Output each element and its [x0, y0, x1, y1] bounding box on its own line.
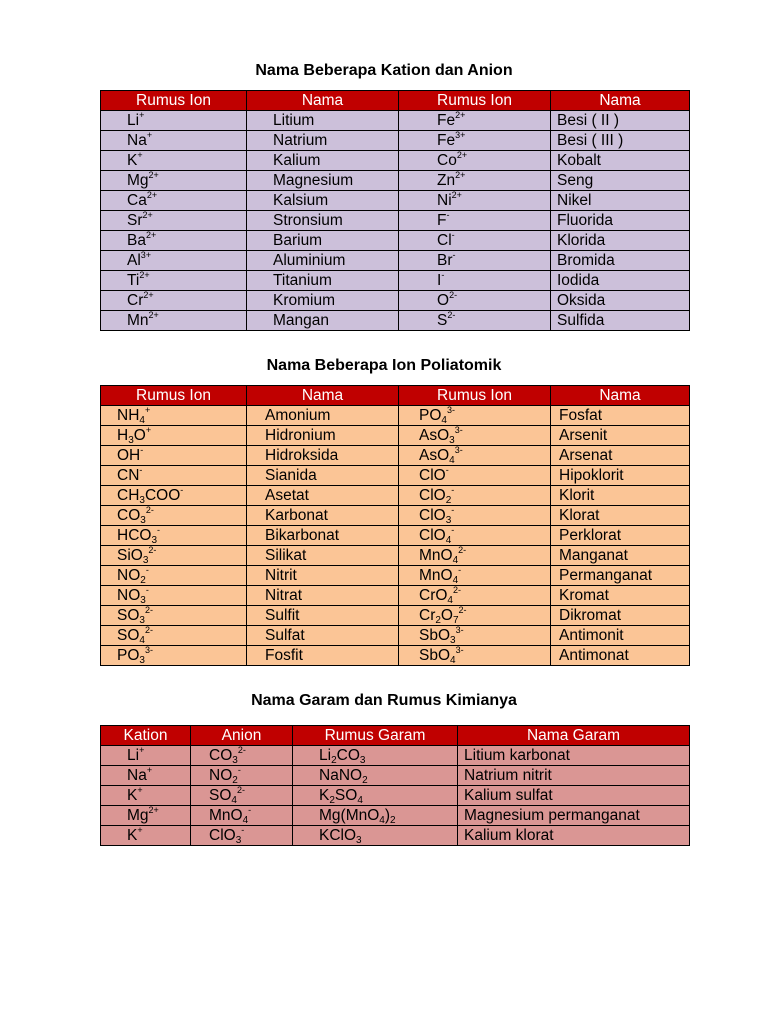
- formula-subscript: 4: [450, 655, 456, 666]
- formula-subscript: 4: [231, 795, 237, 806]
- cation-formula-cell: $Sr^{2+}$: [101, 211, 247, 231]
- ion-name-cell: Klorit: [551, 486, 690, 506]
- formula-charge: 3+: [140, 250, 152, 260]
- anion-name-cell: Oksida: [551, 291, 690, 311]
- anion-formula-cell: Br-: [399, 251, 551, 271]
- ion-formula-cell: SiO$_3^{2-}$: [101, 546, 247, 566]
- anion-name-cell: Fluorida: [551, 211, 690, 231]
- cation-cell: K+: [101, 826, 191, 846]
- formula-subscript: 4: [449, 455, 455, 466]
- formula-charge: 2+: [455, 110, 466, 120]
- formula-subscript: 3: [450, 635, 456, 646]
- formula-charge: 3-: [454, 425, 463, 435]
- cation-formula-cell: K+: [101, 151, 247, 171]
- header-cell: Rumus Garam: [293, 726, 458, 746]
- formula-charge: -: [452, 250, 456, 260]
- ion-name-cell: Klorat: [551, 506, 690, 526]
- cation-cell: $Mg^{2+}$: [101, 806, 191, 826]
- ion-name-cell: Hidroksida: [247, 446, 399, 466]
- polyatomic-ion-rows: [101, 406, 690, 666]
- ion-formula-cell: AsO$_4^{3-}$: [399, 446, 551, 466]
- salt-formula-cell: $Li_2CO_3$: [293, 746, 458, 766]
- table-header-row: [101, 386, 690, 406]
- formula-subscript: 4: [441, 415, 447, 426]
- ion-formula-cell: $CH_3COO^-$: [101, 486, 247, 506]
- formula-charge: 2-: [449, 290, 458, 300]
- salt-formula-rows: [101, 746, 690, 846]
- ion-formula-cell: SbO$_3^{3-}$: [399, 626, 551, 646]
- table-row: [101, 766, 690, 786]
- header-cell: Nama: [551, 386, 690, 406]
- formula-subscript: 4: [139, 635, 145, 646]
- ion-formula-cell: $SO_3^{2-}$: [101, 606, 247, 626]
- table-row: [101, 311, 690, 331]
- cation-name-cell: Barium: [247, 231, 399, 251]
- table-row: [101, 466, 690, 486]
- table-row: [101, 806, 690, 826]
- formula-charge: 2+: [148, 805, 159, 815]
- table-row: [101, 251, 690, 271]
- formula-charge: -: [451, 230, 455, 240]
- formula-charge: +: [137, 150, 143, 160]
- formula-subscript: 4: [452, 555, 459, 566]
- ion-formula-cell: SbO$_4^{3-}$: [399, 646, 551, 666]
- formula-charge: 3-: [455, 625, 464, 635]
- anion-formula-cell: $Zn^{2+}$: [399, 171, 551, 191]
- anion-name-cell: Nikel: [551, 191, 690, 211]
- ion-name-cell: Kromat: [551, 586, 690, 606]
- ion-name-cell: Arsenat: [551, 446, 690, 466]
- ion-name-cell: Sianida: [247, 466, 399, 486]
- formula-subscript: 3: [449, 435, 455, 446]
- cation-formula-cell: $Ca^{2+}$: [101, 191, 247, 211]
- formula-charge: +: [139, 745, 145, 755]
- ion-name-cell: Hidronium: [247, 426, 399, 446]
- anion-cell: MnO$_4$-: [191, 806, 293, 826]
- cation-formula-cell: $Al^{3+}$: [101, 251, 247, 271]
- formula-charge: 2+: [455, 170, 466, 180]
- formula-charge: 2-: [144, 605, 153, 615]
- formula-charge: 2-: [458, 605, 467, 615]
- formula-charge: +: [144, 405, 151, 415]
- cation-name-cell: Aluminium: [247, 251, 399, 271]
- salt-formula-cell: KClO$_3$: [293, 826, 458, 846]
- ion-name-cell: Hipoklorit: [551, 466, 690, 486]
- ion-name-cell: Permanganat: [551, 566, 690, 586]
- ion-formula-cell: $NO_2^-$: [101, 566, 247, 586]
- ion-name-cell: Sulfat: [247, 626, 399, 646]
- formula-charge: +: [146, 765, 153, 775]
- formula-subscript: 4: [242, 815, 249, 826]
- formula-charge: 2+: [148, 170, 159, 180]
- formula-subscript: 3: [232, 755, 238, 766]
- cation-anion-rows: [101, 111, 690, 331]
- ion-formula-cell: $H_3O^+$: [101, 426, 247, 446]
- header-cell: Nama: [551, 91, 690, 111]
- formula-subscript: 2: [232, 775, 238, 786]
- table-row: [101, 506, 690, 526]
- anion-formula-cell: F-: [399, 211, 551, 231]
- ion-formula-cell: $NH_4^+$: [101, 406, 247, 426]
- formula-charge: -: [140, 445, 144, 455]
- ion-name-cell: Sulfit: [247, 606, 399, 626]
- table-row: [101, 626, 690, 646]
- table-row: [101, 546, 690, 566]
- formula-charge: -: [157, 525, 161, 535]
- formula-charge: -: [237, 765, 241, 775]
- formula-charge: 2+: [146, 190, 158, 200]
- table-row: [101, 211, 690, 231]
- table-row: [101, 826, 690, 846]
- section1-title: Nama Beberapa Kation dan Anion: [255, 62, 513, 79]
- table-row: [101, 486, 690, 506]
- header-cell: Anion: [191, 726, 293, 746]
- formula-charge: +: [146, 130, 153, 140]
- cation-cell: Na+: [101, 766, 191, 786]
- formula-subscript: 4: [447, 595, 453, 606]
- anion-name-cell: Bromida: [551, 251, 690, 271]
- table-row: [101, 426, 690, 446]
- ion-formula-cell: ClO$_2$-: [399, 486, 551, 506]
- formula-subscript: 3: [139, 495, 145, 506]
- formula-subscript: 2: [390, 815, 396, 826]
- formula-charge: 2-: [447, 310, 456, 320]
- anion-formula-cell: $S^{2-}$: [399, 311, 551, 331]
- formula-charge: -: [458, 565, 462, 575]
- ion-name-cell: Nitrit: [247, 566, 399, 586]
- salt-name-cell: Kalium sulfat: [458, 786, 690, 806]
- table-row: [101, 231, 690, 251]
- ion-name-cell: Arsenit: [551, 426, 690, 446]
- formula-subscript: 3: [140, 515, 146, 526]
- formula-subscript: 3: [445, 515, 452, 526]
- cation-name-cell: Litium: [247, 111, 399, 131]
- formula-subscript: 4: [357, 795, 363, 806]
- table-row: [101, 406, 690, 426]
- formula-subscript: 4: [139, 415, 145, 426]
- table-row: [101, 586, 690, 606]
- salt-formula-cell: $K_2SO_4$: [293, 786, 458, 806]
- cation-name-cell: Mangan: [247, 311, 399, 331]
- formula-charge: 2+: [143, 290, 154, 300]
- table-row: [101, 526, 690, 546]
- section3-title: Nama Garam dan Rumus Kimianya: [251, 692, 517, 709]
- formula-subscript: 2: [435, 615, 441, 626]
- formula-subscript: 3: [140, 595, 146, 606]
- formula-charge: -: [451, 525, 455, 535]
- cation-formula-cell: $Cr^{2+}$: [101, 291, 247, 311]
- anion-name-cell: Seng: [551, 171, 690, 191]
- anion-cell: ClO$_3$-: [191, 826, 293, 846]
- formula-charge: 2-: [452, 585, 461, 595]
- formula-charge: 2+: [456, 150, 468, 160]
- formula-subscript: 3: [356, 835, 362, 846]
- cation-name-cell: Kromium: [247, 291, 399, 311]
- anion-name-cell: Besi ( III ): [551, 131, 690, 151]
- formula-subscript: 3: [235, 835, 242, 846]
- cation-name-cell: Titanium: [247, 271, 399, 291]
- formula-subscript: 3: [142, 555, 149, 566]
- formula-subscript: 3: [128, 435, 134, 446]
- formula-subscript: 3: [151, 535, 158, 546]
- cation-formula-cell: $Ba^{2+}$: [101, 231, 247, 251]
- header-cell: Nama Garam: [458, 726, 690, 746]
- anion-cell: $NO_2^-$: [191, 766, 293, 786]
- formula-charge: +: [137, 785, 143, 795]
- table-row: [101, 291, 690, 311]
- formula-subscript: 3: [139, 615, 145, 626]
- header-cell: Nama: [247, 386, 399, 406]
- table-row: [101, 111, 690, 131]
- cation-name-cell: Kalium: [247, 151, 399, 171]
- ion-formula-cell: AsO$_3^{3-}$: [399, 426, 551, 446]
- formula-subscript: 2: [362, 775, 368, 786]
- table-row: [101, 786, 690, 806]
- formula-subscript: 4: [379, 815, 385, 826]
- formula-charge: 2-: [236, 785, 245, 795]
- salt-formula-table: [100, 725, 690, 846]
- anion-formula-cell: $Fe^{3+}$: [399, 131, 551, 151]
- cation-anion-table: [100, 90, 690, 331]
- ion-formula-cell: $CO_3^{2-}$: [101, 506, 247, 526]
- ion-name-cell: Dikromat: [551, 606, 690, 626]
- salt-name-cell: Natrium nitrit: [458, 766, 690, 786]
- table-row: [101, 151, 690, 171]
- table-row: [101, 606, 690, 626]
- formula-subscript: 3: [139, 655, 145, 666]
- formula-subscript: 2: [331, 755, 337, 766]
- salt-formula-cell: NaNO$_2$: [293, 766, 458, 786]
- header-cell: Rumus Ion: [399, 91, 551, 111]
- cation-name-cell: Stronsium: [247, 211, 399, 231]
- cation-name-cell: Kalsium: [247, 191, 399, 211]
- formula-charge: 2+: [142, 210, 153, 220]
- ion-formula-cell: ClO$_3$-: [399, 506, 551, 526]
- header-cell: Rumus Ion: [101, 386, 247, 406]
- formula-charge: 3-: [446, 405, 455, 415]
- table-header-row: [101, 91, 690, 111]
- ion-name-cell: Antimonat: [551, 646, 690, 666]
- anion-formula-cell: Cl-: [399, 231, 551, 251]
- formula-charge: -: [145, 585, 149, 595]
- formula-charge: -: [451, 485, 455, 495]
- anion-name-cell: Kobalt: [551, 151, 690, 171]
- table-row: [101, 191, 690, 211]
- cation-formula-cell: $Mg^{2+}$: [101, 171, 247, 191]
- formula-charge: 2-: [458, 545, 467, 555]
- table-header-row: [101, 726, 690, 746]
- ion-name-cell: Perklorat: [551, 526, 690, 546]
- ion-formula-cell: $PO_4^{3-}$: [399, 406, 551, 426]
- ion-name-cell: Asetat: [247, 486, 399, 506]
- formula-charge: +: [139, 110, 145, 120]
- formula-charge: -: [445, 465, 449, 475]
- salt-name-cell: Magnesium permanganat: [458, 806, 690, 826]
- ion-formula-cell: CrO$_4^{2-}$: [399, 586, 551, 606]
- anion-name-cell: Besi ( II ): [551, 111, 690, 131]
- formula-subscript: 4: [452, 575, 459, 586]
- anion-formula-cell: $O^{2-}$: [399, 291, 551, 311]
- ion-name-cell: Antimonit: [551, 626, 690, 646]
- formula-subscript: 3: [359, 755, 366, 766]
- ion-name-cell: Silikat: [247, 546, 399, 566]
- ion-name-cell: Amonium: [247, 406, 399, 426]
- formula-subscript: 2: [445, 495, 452, 506]
- formula-charge: 3-: [144, 645, 153, 655]
- ion-formula-cell: $HCO_3^-$: [101, 526, 247, 546]
- ion-formula-cell: ClO-: [399, 466, 551, 486]
- table-row: [101, 566, 690, 586]
- table-row: [101, 171, 690, 191]
- formula-charge: 2+: [139, 270, 150, 280]
- polyatomic-ion-table: [100, 385, 690, 666]
- formula-charge: 2-: [145, 505, 154, 515]
- cation-formula-cell: Na+: [101, 131, 247, 151]
- formula-charge: -: [180, 485, 184, 495]
- formula-charge: 2-: [237, 745, 246, 755]
- formula-charge: 2+: [451, 190, 462, 200]
- cation-name-cell: Natrium: [247, 131, 399, 151]
- ion-name-cell: Fosfat: [551, 406, 690, 426]
- anion-formula-cell: $Ni^{2+}$: [399, 191, 551, 211]
- cation-cell: K+: [101, 786, 191, 806]
- formula-charge: 2+: [145, 230, 157, 240]
- table-row: [101, 131, 690, 151]
- ion-name-cell: Karbonat: [247, 506, 399, 526]
- header-cell: Rumus Ion: [399, 386, 551, 406]
- cation-name-cell: Magnesium: [247, 171, 399, 191]
- formula-charge: -: [248, 805, 252, 815]
- cation-cell: Li+: [101, 746, 191, 766]
- anion-cell: $CO_3^{2-}$: [191, 746, 293, 766]
- formula-charge: 2-: [144, 625, 153, 635]
- formula-charge: -: [441, 270, 445, 280]
- formula-subscript: 2: [140, 575, 146, 586]
- formula-subscript: 4: [445, 535, 452, 546]
- formula-subscript: 2: [329, 795, 335, 806]
- ion-formula-cell: $NO_3^-$: [101, 586, 247, 606]
- ion-formula-cell: CN-: [101, 466, 247, 486]
- anion-formula-cell: I-: [399, 271, 551, 291]
- salt-name-cell: Litium karbonat: [458, 746, 690, 766]
- section2-title: Nama Beberapa Ion Poliatomik: [266, 357, 502, 374]
- ion-formula-cell: MnO$_4^{2-}$: [399, 546, 551, 566]
- ion-formula-cell: $PO_3^{3-}$: [101, 646, 247, 666]
- table-row: [101, 446, 690, 466]
- header-cell: Kation: [101, 726, 191, 746]
- salt-formula-cell: $Mg(MnO_4)_2$: [293, 806, 458, 826]
- formula-charge: -: [139, 465, 143, 475]
- formula-charge: +: [137, 825, 143, 835]
- table-row: [101, 746, 690, 766]
- anion-name-cell: Sulfida: [551, 311, 690, 331]
- ion-name-cell: Fosfit: [247, 646, 399, 666]
- table-row: [101, 646, 690, 666]
- ion-name-cell: Nitrat: [247, 586, 399, 606]
- cation-formula-cell: Li+: [101, 111, 247, 131]
- formula-charge: 3+: [455, 130, 466, 140]
- ion-formula-cell: $Cr_2O_7^{2-}$: [399, 606, 551, 626]
- formula-charge: 2-: [148, 545, 157, 555]
- anion-name-cell: Klorida: [551, 231, 690, 251]
- header-cell: Rumus Ion: [101, 91, 247, 111]
- anion-formula-cell: $Co^{2+}$: [399, 151, 551, 171]
- anion-formula-cell: $Fe^{2+}$: [399, 111, 551, 131]
- cation-formula-cell: $Ti^{2+}$: [101, 271, 247, 291]
- ion-formula-cell: MnO$_4$-: [399, 566, 551, 586]
- ion-formula-cell: OH-: [101, 446, 247, 466]
- anion-name-cell: Iodida: [551, 271, 690, 291]
- ion-formula-cell: ClO$_4$-: [399, 526, 551, 546]
- anion-cell: $SO_4^{2-}$: [191, 786, 293, 806]
- ion-formula-cell: $SO_4^{2-}$: [101, 626, 247, 646]
- formula-charge: -: [446, 210, 450, 220]
- formula-charge: +: [145, 425, 152, 435]
- header-cell: Nama: [247, 91, 399, 111]
- ion-name-cell: Bikarbonat: [247, 526, 399, 546]
- formula-charge: -: [451, 505, 455, 515]
- formula-charge: 2+: [148, 310, 159, 320]
- table-row: [101, 271, 690, 291]
- salt-name-cell: Kalium klorat: [458, 826, 690, 846]
- formula-charge: -: [145, 565, 149, 575]
- formula-charge: -: [241, 825, 245, 835]
- formula-charge: 3-: [455, 645, 464, 655]
- cation-formula-cell: $Mn^{2+}$: [101, 311, 247, 331]
- ion-name-cell: Manganat: [551, 546, 690, 566]
- formula-charge: 3-: [454, 445, 463, 455]
- formula-subscript: 7: [452, 615, 459, 626]
